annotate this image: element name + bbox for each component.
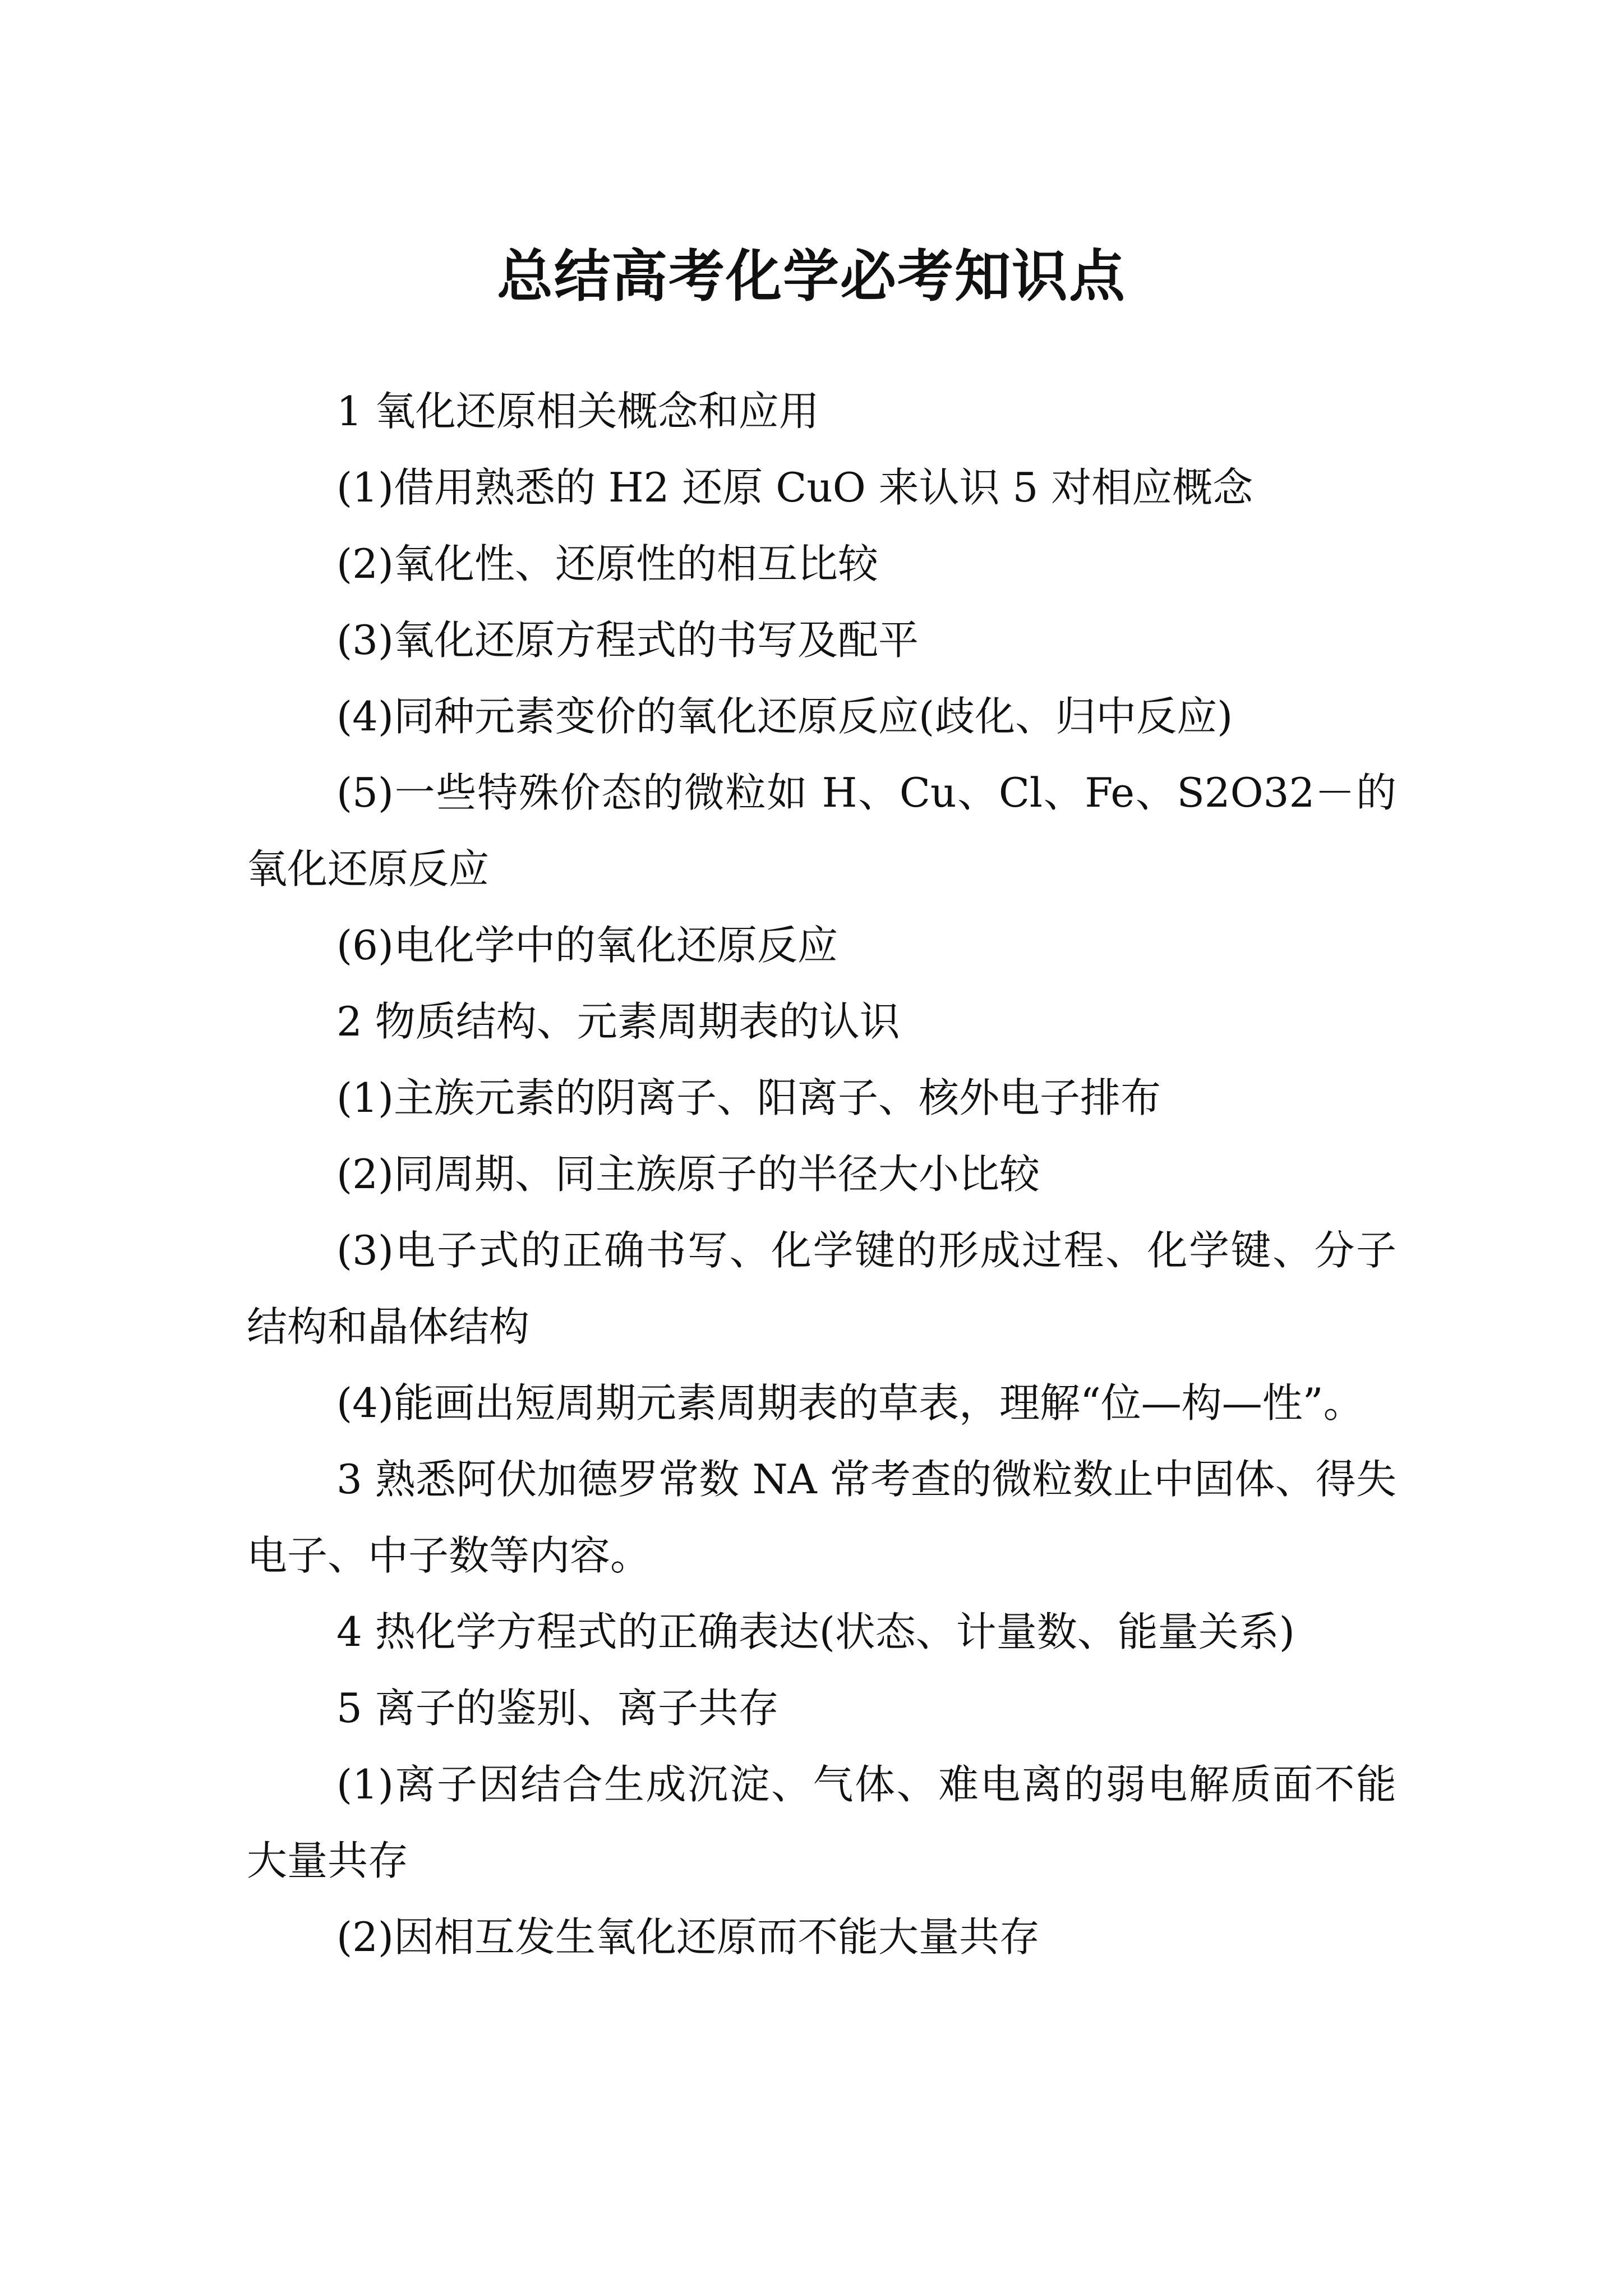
paragraph-1-1: (1)借用熟悉的 H2 还原 CuO 来认识 5 对相应概念	[336, 464, 1253, 511]
paragraph-section-3: 3 熟悉阿伏加德罗常数 NA 常考查的微粒数止中固体、得失电子、中子数等内容。	[247, 1456, 1396, 1579]
paragraph-5-2: (2)因相互发生氧化还原而不能大量共存	[336, 1913, 1040, 1961]
paragraph-1-3: (3)氧化还原方程式的书写及配平	[336, 616, 919, 664]
paragraph-section-2-heading: 2 物质结构、元素周期表的认识	[336, 998, 900, 1045]
paragraph-5-1: (1)离子因结合生成沉淀、气体、难电离的弱电解质面不能大量共存	[247, 1761, 1396, 1884]
document-title: 总结高考化学必考知识点	[497, 243, 1126, 309]
paragraph-2-1: (1)主族元素的阴离子、阳离子、核外电子排布	[336, 1074, 1161, 1121]
paragraph-section-4: 4 热化学方程式的正确表达(状态、计量数、能量关系)	[336, 1608, 1295, 1655]
paragraph-2-3: (3)电子式的正确书写、化学键的形成过程、化学键、分子结构和晶体结构	[247, 1227, 1396, 1350]
paragraph-1-5: (5)一些特殊价态的微粒如 H、Cu、Cl、Fe、S2O32－的氧化还原反应	[247, 769, 1396, 892]
paragraph-1-6: (6)电化学中的氧化还原反应	[336, 922, 838, 969]
paragraph-2-4: (4)能画出短周期元素周期表的草表，理解“位—构—性”。	[336, 1379, 1364, 1427]
paragraph-section-1-heading: 1 氧化还原相关概念和应用	[336, 388, 819, 435]
paragraph-1-4: (4)同种元素变价的氧化还原反应(歧化、归中反应)	[336, 693, 1233, 740]
paragraph-2-2: (2)同周期、同主族原子的半径大小比较	[336, 1151, 1040, 1198]
paragraph-section-5-heading: 5 离子的鉴别、离子共存	[336, 1685, 779, 1732]
paragraph-1-2: (2)氧化性、还原性的相互比较	[336, 540, 878, 587]
document-body	[247, 373, 1396, 1975]
